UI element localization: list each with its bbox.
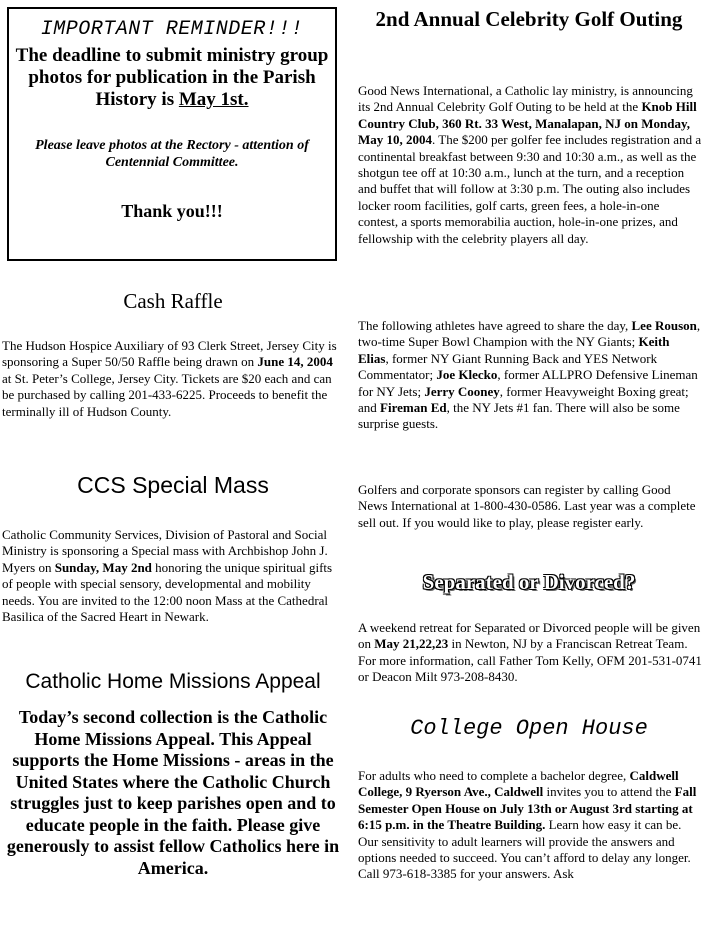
separated-body	[358, 620, 702, 686]
deadline-date: May 1st.	[178, 89, 249, 110]
reminder-box	[7, 7, 337, 261]
reminder-deadline	[9, 45, 335, 111]
athlete-name: Joe Klecko	[436, 367, 498, 383]
cash-raffle-heading: Cash Raffle	[123, 289, 223, 313]
college-text-2: invites you to attend the	[543, 784, 675, 800]
deadline-text: The deadline to submit ministry group photos for publication in the Parish History is	[15, 45, 329, 110]
ccs-mass-text-2: honoring the unique spiritual gifts of people with special sensory, developmental and mobility needs. You are invited to the 12:00 noon Mass at the Cathedral Basilica of the Sacred Heart in Newark.	[2, 559, 333, 625]
college-text-1: For adults who need to complete a bachelor degree,	[358, 768, 630, 783]
cash-raffle-date: June 14, 2004	[257, 354, 333, 370]
ccs-mass-date: Sunday, May 2nd	[54, 559, 152, 575]
golf-p2-text-3: , former NY Giant Running Back and YES Network Commentator;	[358, 350, 658, 383]
reminder-title: IMPORTANT REMINDER!!!	[40, 18, 304, 41]
golf-paragraph-1	[358, 83, 702, 247]
separated-heading: Separated or Divorced?	[422, 570, 636, 594]
college-body	[358, 768, 702, 883]
golf-p2-text-5: , former Heavyweight Boxing great; and	[358, 383, 689, 416]
reminder-instructions: Please leave photos at the Rectory - attention of Centennial Committee.	[35, 138, 309, 170]
golf-heading: 2nd Annual Celebrity Golf Outing	[375, 7, 683, 31]
home-missions-body: Today’s second collection is the Catholic Home Missions Appeal. This Appeal supports the Home Missions - areas in the United States where the Catholic Church struggles just to keep parishes open and to educate people in the faith. Please give generously to assist fellow Catholics here in America.	[6, 707, 340, 878]
separated-dates: May 21,22,23	[374, 636, 449, 652]
golf-paragraph-2	[358, 318, 702, 433]
cash-raffle-body	[2, 338, 342, 420]
ccs-mass-heading: CCS Special Mass	[77, 472, 269, 498]
college-open-house-dates: Fall Semester Open House on July 13th or August 3rd starting at 6:15 p.m. in the Theatre Building.	[358, 784, 697, 833]
golf-p2-text-2: , two-time Super Bowl Champion with the NY Giants;	[358, 318, 701, 350]
college-address: Caldwell College, 9 Ryerson Ave., Caldwell	[358, 768, 679, 800]
athlete-name: Jerry Cooney	[424, 383, 500, 399]
separated-text-2: in Newton, NJ by a Franciscan Retreat Team. For more information, call Father Tom Kelly, OFM 201-531-0741 or Deacon Milt 973-208-8430.	[358, 636, 702, 685]
golf-paragraph-3: Golfers and corporate sponsors can register by calling Good News International at 1-800-430-0586. Last year was a complete sell out. If you would like to play, please register early.	[358, 482, 696, 530]
separated-text-1: A weekend retreat for Separated or Divorced people will be given on	[358, 620, 701, 652]
ccs-mass-body	[2, 527, 344, 625]
golf-p2-text-6: , the NY Jets #1 fan. There will also be some surprise guests.	[358, 400, 680, 432]
golf-p1-text-2: . The $200 per golfer fee includes registration and a continental breakfast between 9:30 and 10:30 a.m., as well as the shotgun tee off at 10:30 a.m., lunch at the turn, and a reception and buffet that will follow at 3:30 p.m. The outing also includes locker room facilities, golf carts, green fees, a hole-in-one contest, a sports memorabilia auction, hole-in-one prizes, and fellowship with the celebrity players all day.	[358, 132, 702, 246]
athlete-name: Lee Rouson	[631, 318, 697, 333]
cash-raffle-text-2: at St. Peter’s College, Jersey City. Tickets are $20 each and can be purchased by calling 201-433-6225. Proceeds to benefit the terminally ill of Hudson County.	[2, 370, 332, 419]
athlete-name: Keith Elias	[358, 334, 670, 366]
college-heading: College Open House	[410, 716, 648, 741]
golf-p2-text-1: The following athletes have agreed to share the day,	[358, 318, 632, 333]
golf-p2-text-4: , former ALLPRO Defensive Lineman for NY Jets;	[358, 367, 698, 399]
reminder-thanks: Thank you!!!	[121, 201, 223, 221]
cash-raffle-text-1: The Hudson Hospice Auxiliary of 93 Clerk Street, Jersey City is sponsoring a Super 50/50 Raffle being drawn on	[2, 338, 337, 370]
home-missions-heading: Catholic Home Missions Appeal	[25, 670, 321, 693]
athlete-name: Fireman Ed	[380, 400, 447, 416]
golf-venue: Knob Hill Country Club, 360 Rt. 33 West, Manalapan, NJ on Monday, May 10, 2004	[358, 99, 697, 148]
golf-p1-text-1: Good News International, a Catholic lay ministry, is announcing its 2nd Annual Celebrity Golf Outing to be held at the	[358, 83, 693, 115]
ccs-mass-text-1: Catholic Community Services, Division of Pastoral and Social Ministry is sponsoring a Special mass with Archbishop John J. Myers on	[2, 527, 328, 575]
college-text-3: Learn how easy it can be. Our sensitivity to adult learners will provide the answers and options needed to succeed. You can’t afford to delay any longer. Call 973-618-3385 for your answers. Ask	[358, 817, 691, 882]
